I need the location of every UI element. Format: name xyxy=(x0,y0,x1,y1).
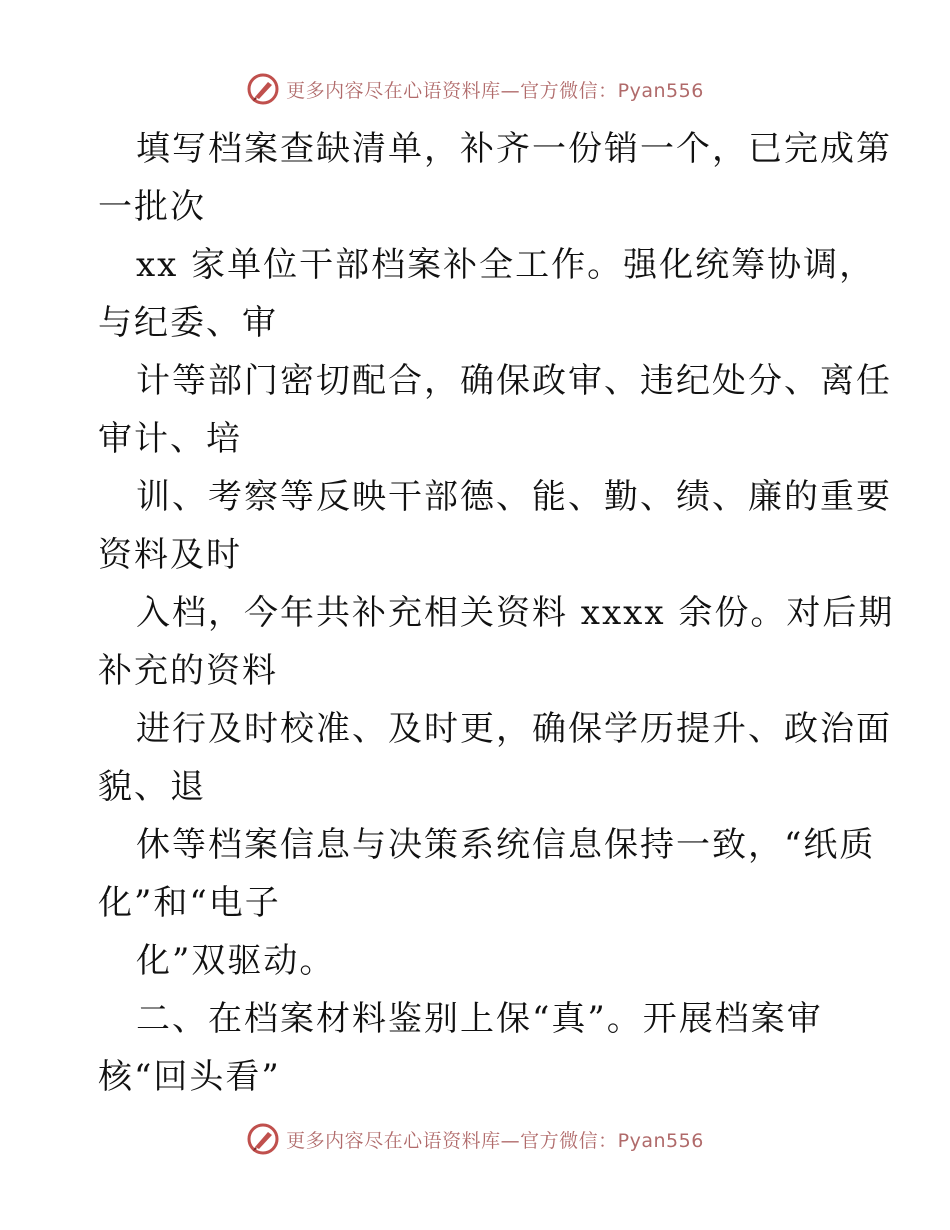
body-line: 进行及时校准、及时更，确保学历提升、政治面 xyxy=(136,709,892,749)
header-banner xyxy=(0,72,950,106)
body-line: 与纪委、审 xyxy=(98,303,278,343)
body-line: 审计、培 xyxy=(98,419,242,459)
body-line: 貌、退 xyxy=(98,767,206,807)
body-line: 二、在档案材料鉴别上保“真”。开展档案审 xyxy=(136,999,823,1039)
footer-banner xyxy=(0,1122,950,1156)
body-line: xx 家单位干部档案补全工作。强化统筹协调， xyxy=(136,245,876,285)
body-line: 一批次 xyxy=(98,187,206,227)
body-line: 补充的资料 xyxy=(98,651,278,691)
body-line: 化”双驱动。 xyxy=(136,941,336,981)
body-line: 资料及时 xyxy=(98,535,242,575)
body-line: 核“回头看” xyxy=(98,1057,281,1097)
pen-logo-icon xyxy=(246,72,280,106)
body-line: 计等部门密切配合，确保政审、违纪处分、离任 xyxy=(136,361,892,401)
body-line: 入档，今年共补充相关资料 xxxx 余份。对后期 xyxy=(136,593,895,633)
footer-banner-text: 更多内容尽在心语资料库—官方微信：Pyan556 xyxy=(286,1129,704,1152)
header-banner-text: 更多内容尽在心语资料库—官方微信：Pyan556 xyxy=(286,79,704,102)
document-body xyxy=(98,120,895,1106)
body-line: 填写档案查缺清单，补齐一份销一个，已完成第 xyxy=(136,129,892,169)
body-line: 化”和“电子 xyxy=(98,883,281,923)
body-line: 休等档案信息与决策系统信息保持一致，“纸质 xyxy=(136,825,876,865)
pen-logo-icon xyxy=(246,1122,280,1156)
body-line: 训、考察等反映干部德、能、勤、绩、廉的重要 xyxy=(136,477,892,517)
